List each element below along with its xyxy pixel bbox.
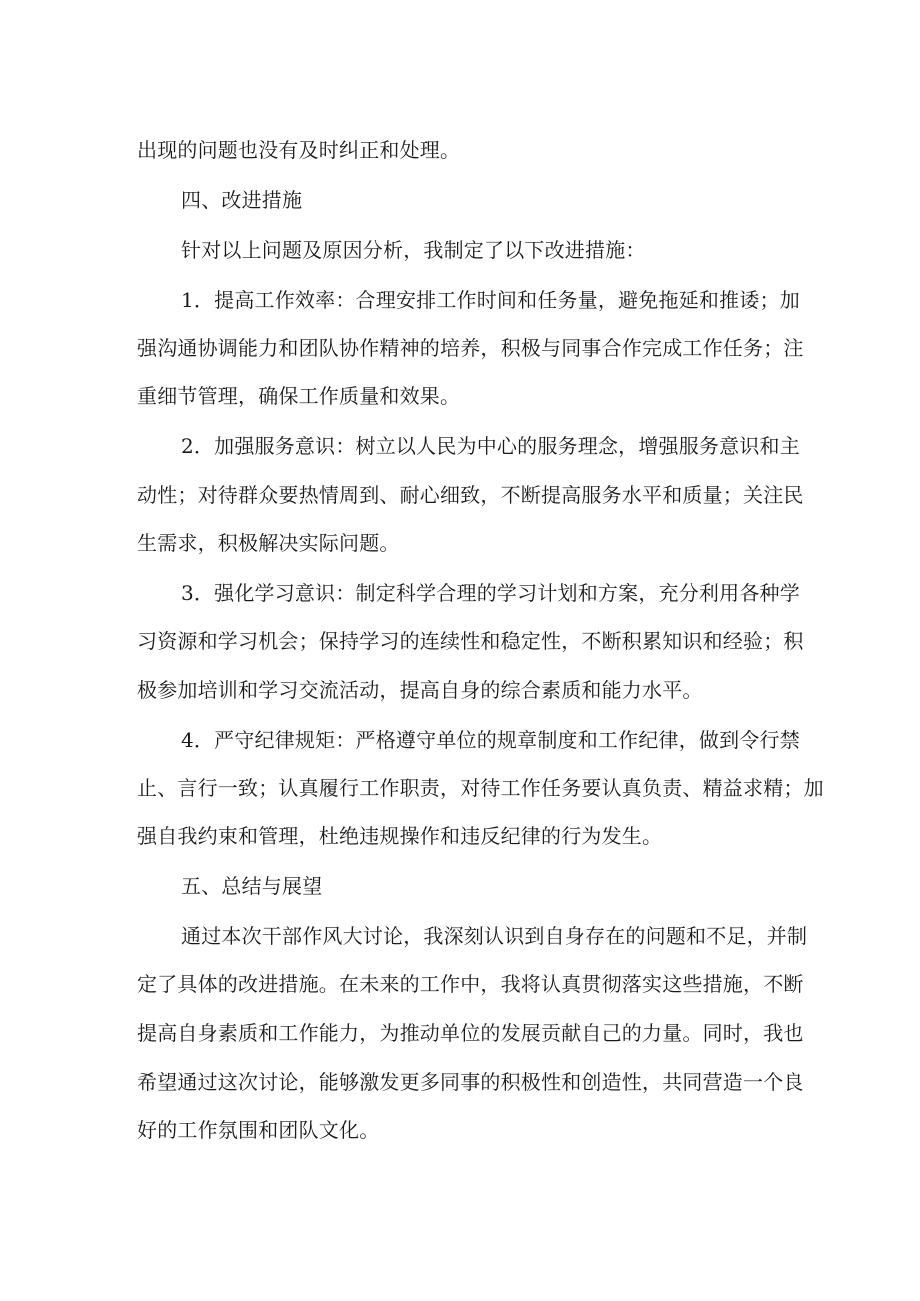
measure-3-line-3: 极参加培训和学习交流活动，提高自身的综合素质和能力水平。: [137, 678, 703, 702]
conclusion-line-4: 希望通过这次讨论，能够激发更多同事的积极性和创造性，共同营造一个良: [137, 1070, 804, 1094]
measure-3-line-1: 3．强化学习意识：制定科学合理的学习计划和方案，充分利用各种学: [181, 581, 800, 605]
conclusion-line-5: 好的工作氛围和团队文化。: [137, 1118, 380, 1142]
measure-2-line-3: 生需求，积极解决实际问题。: [137, 531, 400, 555]
measure-1-line-2: 强沟通协调能力和团队协作精神的培养，积极与同事合作完成工作任务；注: [137, 336, 804, 360]
measure-1-line-3: 重细节管理，确保工作质量和效果。: [137, 384, 461, 408]
section-4-heading: 四、改进措施: [181, 188, 303, 212]
conclusion-line-1: 通过本次干部作风大讨论，我深刻认识到自身存在的问题和不足，并制: [181, 924, 808, 948]
measure-3-line-2: 习资源和学习机会；保持学习的连续性和稳定性，不断积累知识和经验；积: [137, 629, 804, 653]
intro-tail-text: 出现的问题也没有及时纠正和处理。: [137, 138, 461, 162]
measure-2-line-2: 动性；对待群众要热情周到、耐心细致，不断提高服务水平和质量；关注民: [137, 483, 804, 507]
conclusion-line-2: 定了具体的改进措施。在未来的工作中，我将认真贯彻落实这些措施，不断: [137, 972, 804, 996]
measure-4-line-1: 4．严守纪律规矩：严格遵守单位的规章制度和工作纪律，做到令行禁: [181, 728, 800, 752]
section-4-intro: 针对以上问题及原因分析，我制定了以下改进措施：: [181, 238, 646, 262]
section-5-heading: 五、总结与展望: [181, 874, 323, 898]
measure-1-line-1: 1．提高工作效率：合理安排工作时间和任务量，避免拖延和推诿；加: [181, 288, 800, 312]
measure-4-line-2: 止、言行一致；认真履行工作职责，对待工作任务要认真负责、精益求精；加: [137, 776, 824, 800]
measure-4-line-3: 强自我约束和管理，杜绝违规操作和违反纪律的行为发生。: [137, 824, 663, 848]
conclusion-line-3: 提高自身素质和工作能力，为推动单位的发展贡献自己的力量。同时，我也: [137, 1021, 804, 1045]
measure-2-line-1: 2．加强服务意识：树立以人民为中心的服务理念，增强服务意识和主: [181, 434, 800, 458]
